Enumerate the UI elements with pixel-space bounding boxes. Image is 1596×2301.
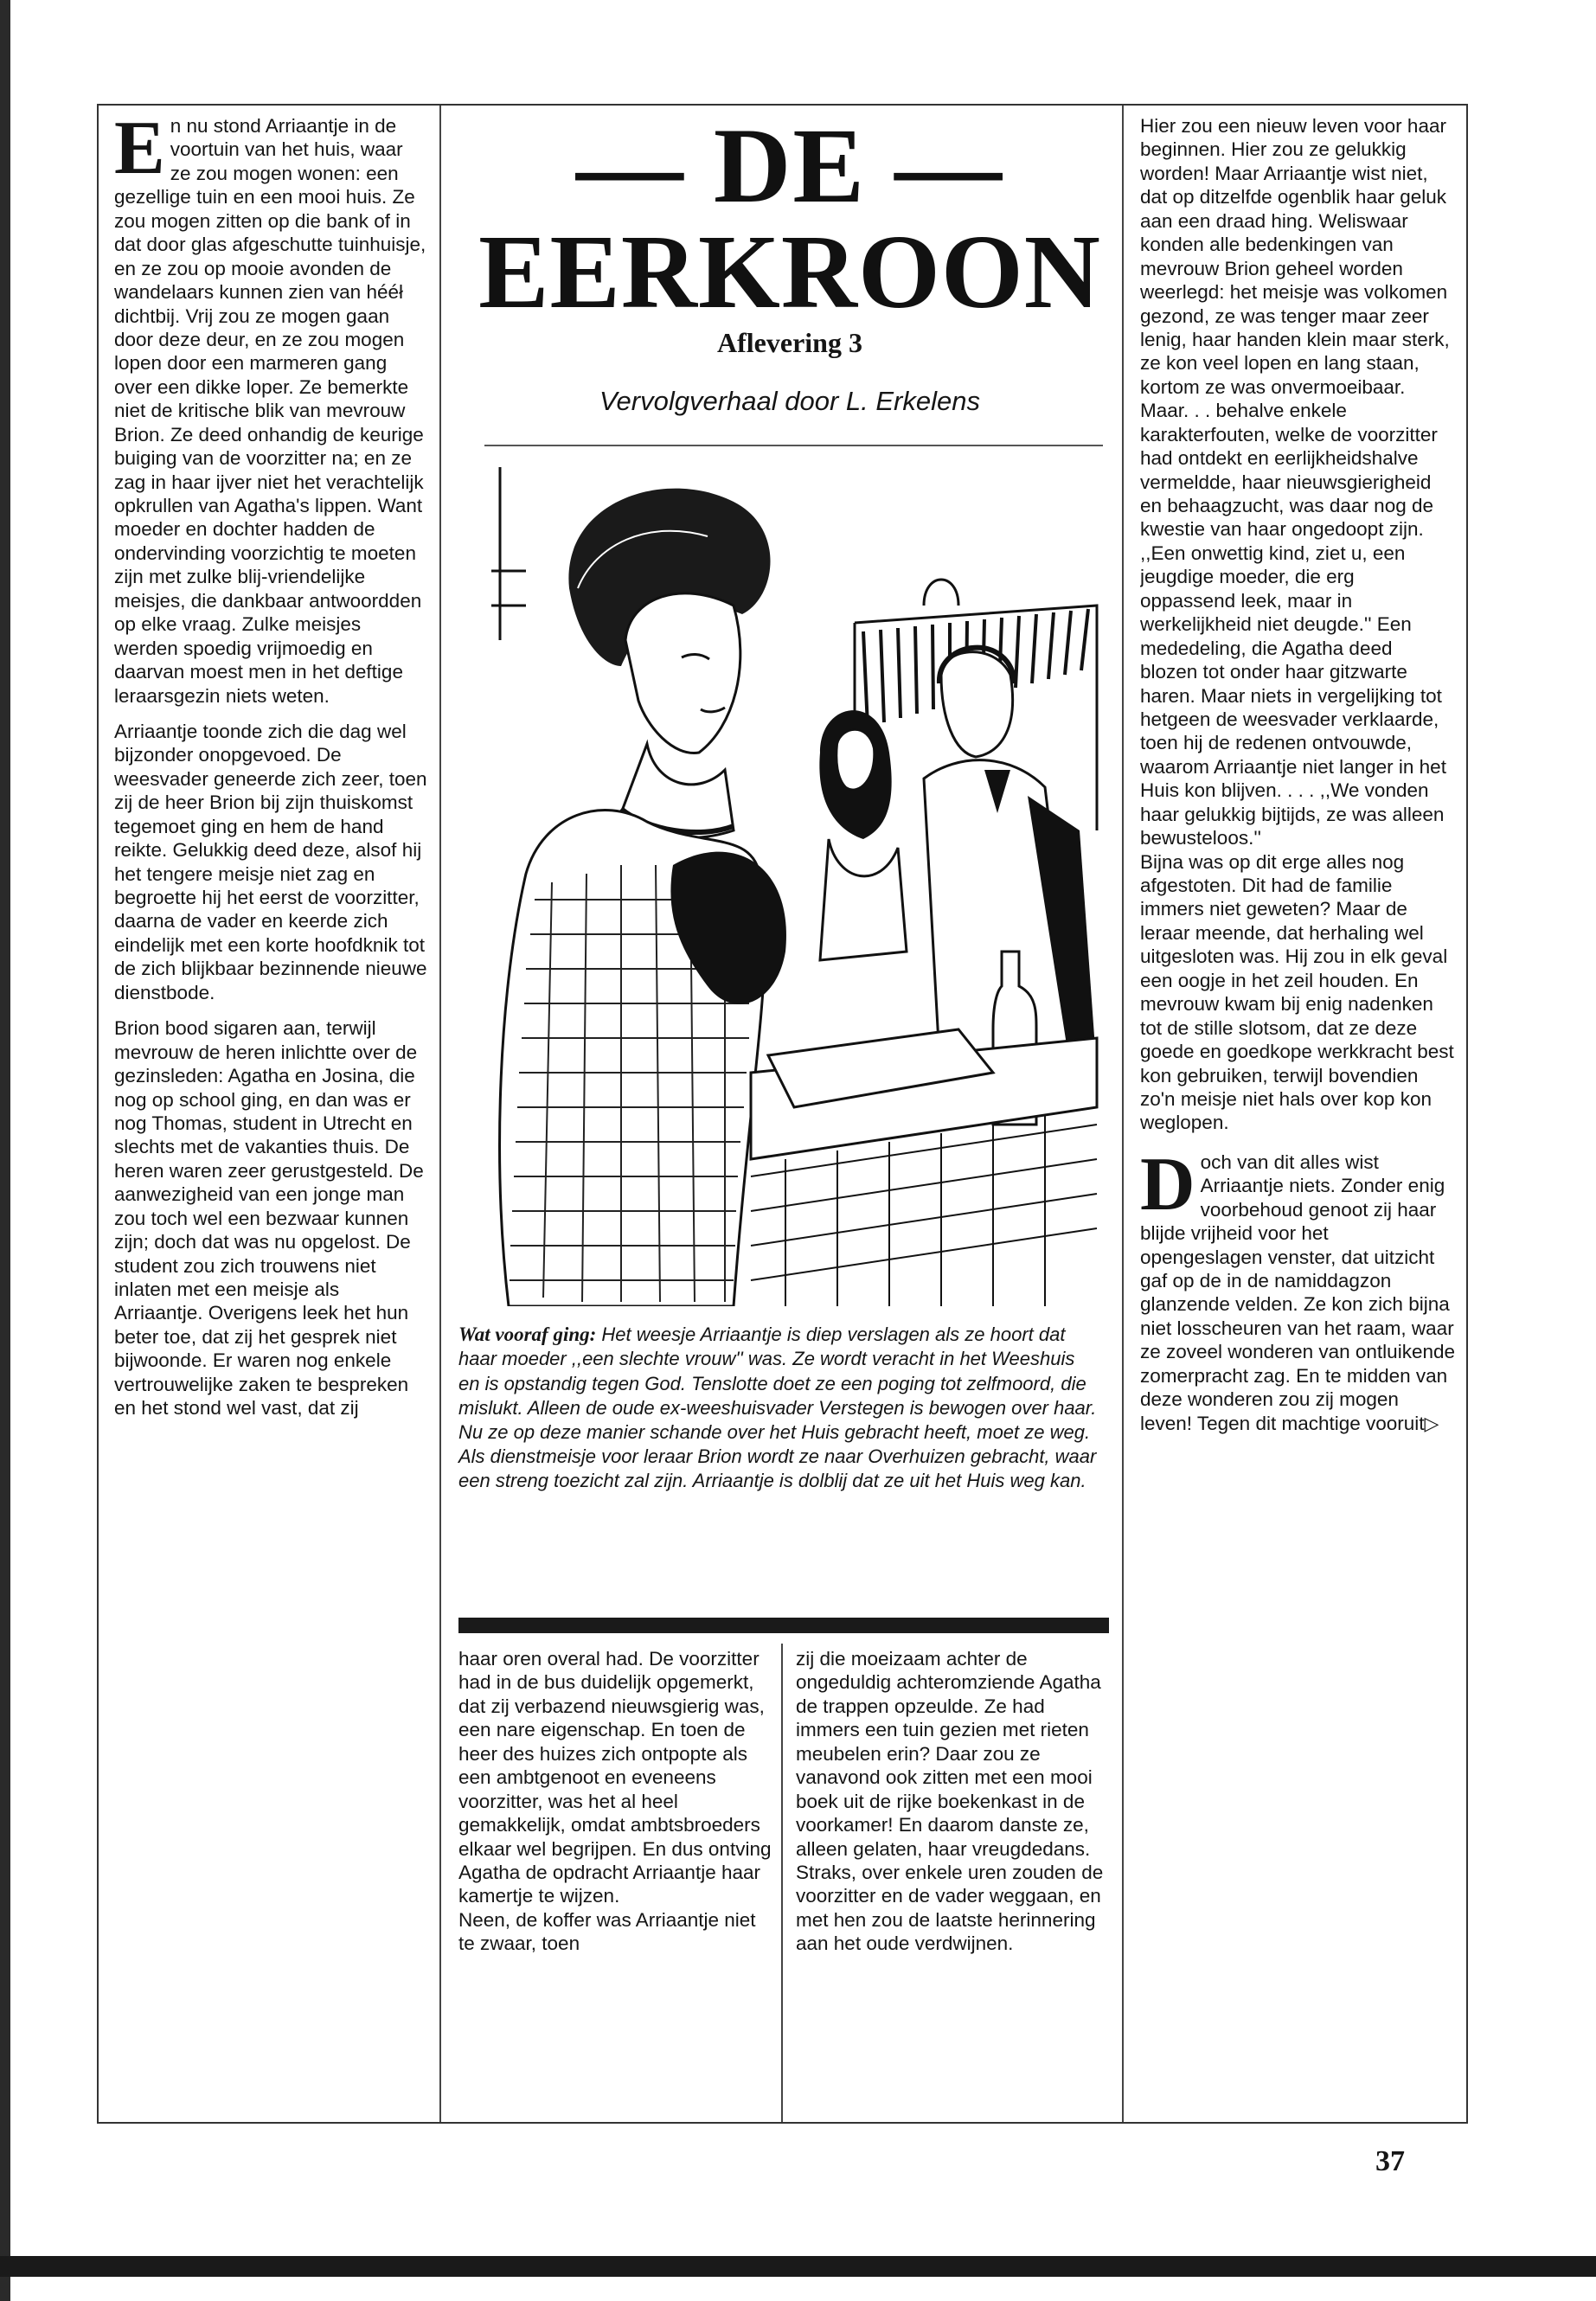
column-2-paragraph-2: Neen, de koffer was Arriaantje niet te zwaar, toen: [458, 1908, 756, 1955]
column-2: [458, 1647, 774, 2118]
column-1-paragraph-2: Arriaantje toonde zich die dag wel bijzonder onopgevoed. De weesvader geneerde zich zeer, toen zij de heer Brion bij zijn thuiskomst tegemoet ging en hem de hand reikte. Gelukkig deed deze, alsof hij het tengere meisje niet zag en begroette hij het eerst de voorzitter, daarna de vader en keerde zich eindelijk met een korte hoofdknik tot de zich blijkbaar bezinnende nieuwe dienstbode.: [114, 720, 427, 1003]
caption-thick-rule: [458, 1618, 1109, 1633]
previously-caption: [458, 1322, 1099, 1493]
title-line-2: EERKROON: [478, 214, 1101, 330]
column-1: [114, 114, 427, 2117]
column-4-text-3: och van dit alles wist Arriaantje niets. Zonder enig voorbehoud genoot zij haar blijde vrijheid voor het opengeslagen venster, dat uitzicht gaf op de in de namiddagzon glanzende velden. Ze kon zich bijna niet losscheuren van het raam, waar ze zoveel wonderen van ontluikende zomerpracht zag. En te midden van deze wonderen zou zij mogen leven! Tegen dit machtige vooruit: [1140, 1150, 1455, 1434]
column-1-paragraph-3: Brion bood sigaren aan, terwijl mevrouw de heren inlichtte over de gezinsleden: Agatha en Josina, die nog op school ging, en dan was er nog Thomas, student in Utrecht en slechts met de vakanties thuis. De heren waren zeer gerustgesteld. De aanwezigheid van een jonge man zou toch wel een bezwaar kunnen zijn; doch dat was nu opgelost. De student zou zich trouwens niet inlaten met een meisje als Arriaantje. Overigens leek het hun beter toe, dat zij het gesprek niet bijwoonde. Er waren nog enkele vertrouwelijke zaken te bespreken en het stond wel vast, dat zij: [114, 1017, 424, 1420]
page-number: 37: [1375, 2145, 1405, 2177]
column-3-paragraph-1: zij die moeizaam achter de ongeduldig achteromziende Agatha de trappen opzeulde. Ze had immers een tuin gezien met rieten meubelen erin? Daar zou ze vanavond ook zitten met een mooi boek uit de rijke boekenkast in de voorkamer! En daarom danste ze, alleen gelaten, haar vreugdedans. Straks, over enkele uren zouden de voorzitter en de vader weggaan, en met hen zou de laatste herinnering aan het oude verdwijnen.: [796, 1648, 1104, 1955]
caption-lead: Wat vooraf ging:: [458, 1324, 597, 1345]
column-3: [796, 1647, 1109, 2118]
title-line-1: — DE —: [575, 106, 1004, 225]
column-4-paragraph-1: Hier zou een nieuw leven voor haar beginnen. Hier zou ze gelukkig worden! Maar Arriaantje wist niet, dat op ditzelfde ogenblik haar geluk aan een draad hing. Weliswaar konden alle bedenkingen van mevrouw Brion geheel worden weerlegd: het meisje was volkomen gezond, ze was tenger maar zeer lenig, haar handen klein maar sterk, ze kon veel lopen en lang staan, kortom ze was onvermoeibaar. Maar. . . behalve enkele karakterfouten, welke de voorzitter had ontdekt en eerlijkheidshalve vermeldde, haar nieuwsgierigheid en behaagzucht, was daar nog de kwestie van haar ongedoopt zijn. ,,Een onwettig kind, ziet u, een jeugdige moeder, die erg oppassend leek, maar in werkelijkheid niet deugde.'' Een mededeling, die Agatha deed blozen tot onder haar gitzwarte haren. Maar niets in vergelijking tot hetgeen de weesvader verklaarde, toen hij de redenen ontvouwde, waarom Arriaantje niet langer in het Huis kon blijven. . . . ,,We vonden haar gelukkig bijtijds, ze was alleen bewusteloos.'': [1140, 115, 1450, 849]
column-1-text-1: n nu stond Arriaantje in de voortuin van het huis, waar ze zou mogen wonen: een gezellige tuin en een mooi huis. Ze zou mogen zitten op die bank of in dat door glas afgeschutte tuinhuisje, en ze zou op mooie avonden de wandelaars kunnen zien van hééł dichtbij. Vrij zou ze mogen gaan door deze deur, en ze zou mogen lopen door een marmeren gang over een dikke loper. Ze bemerkte niet de kritische blik van mevrouw Brion. Ze deed onhandig de keurige buiging van de voorzitter na; en ze zag in haar ijver niet het verachtelijk opkrullen van Agatha's lippen. Want moeder en dochter hadden de ondervinding voorzichtig te moeten zijn met zulke blij-vriendelijke meisjes, die dankbaar antwoordden op elke vraag. Zulke meisjes werden spoedig vrijmoedig en daarvan moest men in het deftige leraarsgezin niets weten.: [114, 115, 426, 707]
title-separator: [484, 445, 1103, 446]
article-title: [457, 106, 1123, 330]
scan-bottom-edge: [0, 2256, 1596, 2277]
column-2-paragraph-1: haar oren overal had. De voorzitter had in de bus duidelijk opgemerkt, dat zij verbazend nieuwsgierig was, een nare eigenschap. En toen de heer des huizes zich ontpopte als een ambtgenoot en eveneens voorzitter, was het al heel gemakkelijk, omdat ambtsbroeders elkaar wel begrijpen. En dus ontving Agatha de opdracht Arriaantje haar kamertje te wijzen.: [458, 1648, 772, 1907]
column-rule-middle-bottom: [781, 1644, 783, 2122]
story-illustration: [474, 467, 1114, 1306]
episode-label: Aflevering 3: [717, 327, 862, 358]
column-4-paragraph-3: [1140, 1142, 1455, 1436]
byline: Vervolgverhaal door L. Erkelens: [599, 386, 980, 416]
scan-edge: [0, 0, 10, 2301]
column-4: [1140, 114, 1455, 2117]
caption-text: Het weesje Arriaantje is diep verslagen als ze hoort dat haar moeder ,,een slechte vrouw'' was. Ze wordt veracht in het Weeshuis en is opstandig tegen God. Tenslotte doet ze een poging tot zelfmoord, die mislukt. Alleen de oude ex-weeshuisvader Verstegen is bewogen over haar. Nu ze op deze manier schande over het Huis gebracht heeft, moet ze weg. Als dienstmeisje voor leraar Brion wordt ze naar Overhuizen gebracht, waar een streng toezicht zal zijn. Arriaantje is dolblij dat ze uit het Huis weg kan.: [458, 1324, 1097, 1492]
continue-arrow-icon: ▷: [1424, 1412, 1439, 1434]
column-rule-left: [439, 106, 441, 2122]
drop-cap-d: D: [1140, 1142, 1195, 1227]
column-4-paragraph-2: Bijna was op dit erge alles nog afgestoten. Dit had de familie immers niet geweten? Maar de leraar meende, dat herhaling wel uitgesloten was. Hij zou in elk geval een oogje in het zeil houden. En mevrouw kwam bij enig nadenken tot de stille slotsom, dat ze deze goede en goedkope werkkracht best kon gebruiken, terwijl bovendien zo'n meisje niet hals over kop kon weglopen.: [1140, 850, 1454, 1134]
drop-cap-e: E: [114, 114, 165, 190]
column-1-paragraph-1: [114, 114, 427, 708]
